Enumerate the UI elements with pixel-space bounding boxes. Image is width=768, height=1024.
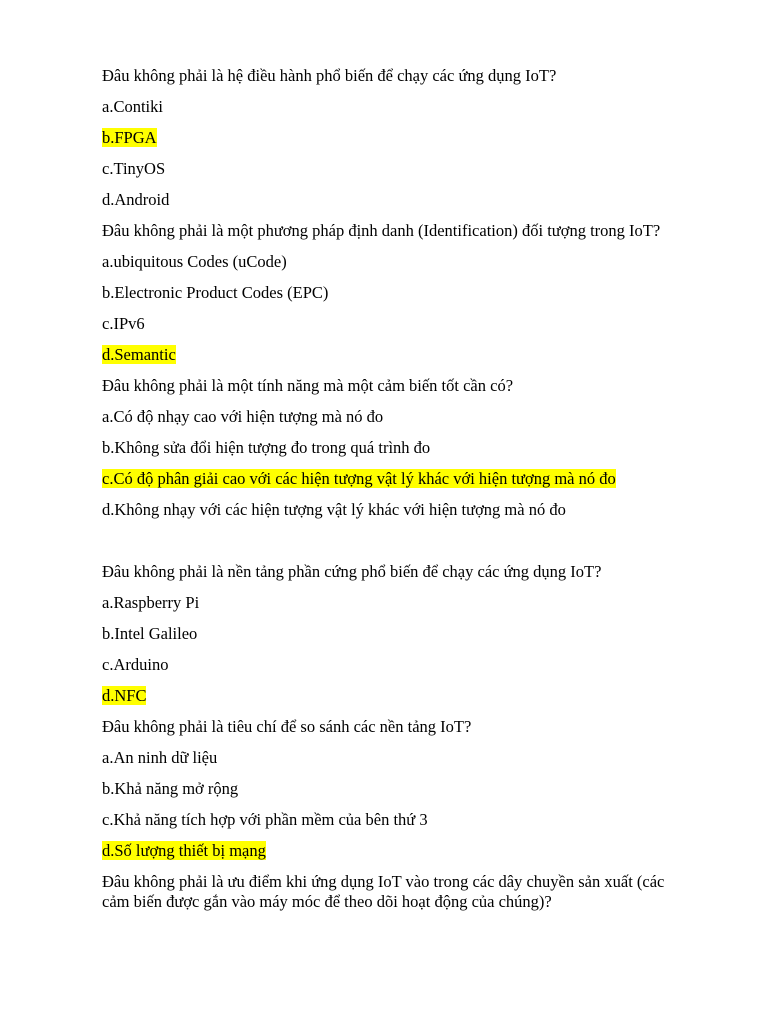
option-text: d.Android xyxy=(102,190,170,209)
highlighted-option-text: d.Số lượng thiết bị mạng xyxy=(102,841,266,860)
option-text: b.Intel Galileo xyxy=(102,624,198,643)
blank-line xyxy=(102,531,702,551)
option-text: c.IPv6 xyxy=(102,314,145,333)
document-body xyxy=(102,66,702,923)
answer-option xyxy=(102,407,702,427)
option-text: a.An ninh dữ liệu xyxy=(102,748,218,767)
answer-option-highlighted xyxy=(102,841,702,861)
answer-option xyxy=(102,500,702,520)
option-text: b.Khả năng mở rộng xyxy=(102,779,239,798)
question-text: Đâu không phải là một tính năng mà một cảm biến tốt cần có? xyxy=(102,376,514,395)
answer-option xyxy=(102,252,702,272)
question-text: Đâu không phải là ưu điểm khi ứng dụng IoT vào trong các dây chuyền sản xuất (các cảm biến được gắn vào máy móc để theo dõi hoạt động của chúng)? xyxy=(102,872,665,911)
highlighted-option-text: c.Có độ phân giải cao với các hiện tượng vật lý khác với hiện tượng mà nó đo xyxy=(102,469,616,488)
answer-option xyxy=(102,97,702,117)
answer-option xyxy=(102,655,702,675)
answer-option xyxy=(102,159,702,179)
answer-option-highlighted xyxy=(102,345,702,365)
option-text: b.Không sửa đổi hiện tượng đo trong quá trình đo xyxy=(102,438,431,457)
highlighted-option-text: b.FPGA xyxy=(102,128,157,147)
answer-option xyxy=(102,810,702,830)
answer-option-highlighted xyxy=(102,128,702,148)
answer-option-highlighted xyxy=(102,469,702,489)
highlighted-option-text: d.NFC xyxy=(102,686,147,705)
option-text: c.TinyOS xyxy=(102,159,166,178)
answer-option xyxy=(102,190,702,210)
highlighted-option-text: d.Semantic xyxy=(102,345,176,364)
option-text: a.Có độ nhạy cao với hiện tượng mà nó đo xyxy=(102,407,384,426)
answer-option xyxy=(102,593,702,613)
question-text: Đâu không phải là tiêu chí để so sánh các nền tảng IoT? xyxy=(102,717,472,736)
option-text: c.Khả năng tích hợp với phần mềm của bên thứ 3 xyxy=(102,810,428,829)
answer-option xyxy=(102,779,702,799)
answer-option xyxy=(102,314,702,334)
answer-option xyxy=(102,283,702,303)
answer-option xyxy=(102,624,702,644)
option-text: b.Electronic Product Codes (EPC) xyxy=(102,283,329,302)
option-text: d.Không nhạy với các hiện tượng vật lý khác với hiện tượng mà nó đo xyxy=(102,500,566,519)
option-text: a.Raspberry Pi xyxy=(102,593,200,612)
question-text: Đâu không phải là hệ điều hành phổ biến để chạy các ứng dụng IoT? xyxy=(102,66,557,85)
option-text: c.Arduino xyxy=(102,655,169,674)
answer-option xyxy=(102,438,702,458)
answer-option-highlighted xyxy=(102,686,702,706)
question-text: Đâu không phải là một phương pháp định danh (Identification) đối tượng trong IoT? xyxy=(102,221,661,240)
question-text: Đâu không phải là nền tảng phần cứng phổ biến để chạy các ứng dụng IoT? xyxy=(102,562,602,581)
option-text: a.Contiki xyxy=(102,97,163,116)
option-text: a.ubiquitous Codes (uCode) xyxy=(102,252,287,271)
answer-option xyxy=(102,748,702,768)
